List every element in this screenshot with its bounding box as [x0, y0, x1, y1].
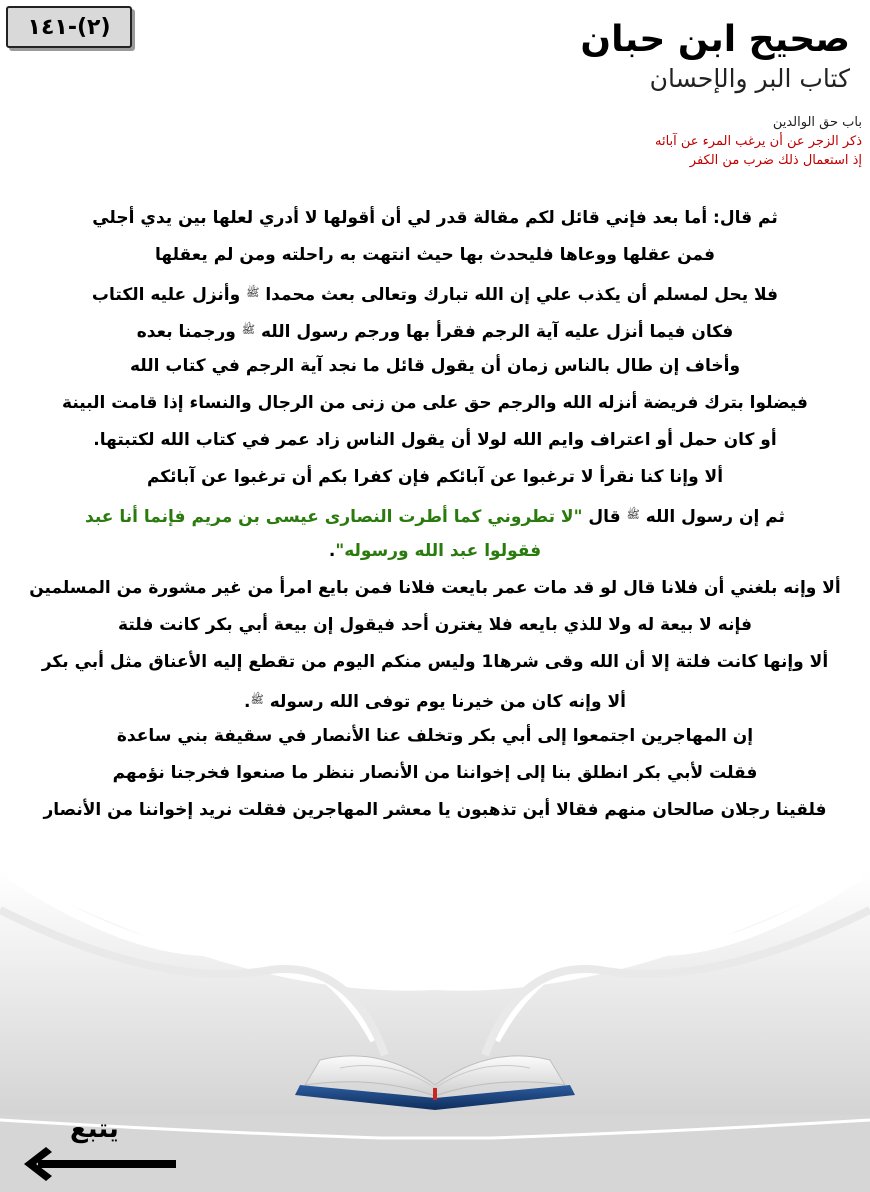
text-line: وأخاف إن طال بالناس زمان أن يقول قائل ما نجد آية الرجم في كتاب الله — [129, 356, 741, 376]
book-section: كتاب البر والإحسان — [649, 64, 850, 93]
text-line: ألا وإنها كانت فلتة إلا أن الله وقى شرها1 وليس منكم اليوم من تقطع إليه الأعناق مثل أبي بكر — [41, 652, 829, 672]
text-line: فإنه لا بيعة له ولا للذي بايعه فلا يغترن أحد فيقول إن بيعة أبي بكر كانت فلتة — [118, 615, 752, 635]
text-segment: فلا يحل لمسلم أن يكذب علي إن الله تبارك وتعالى بعث محمدا — [265, 285, 779, 305]
text-segment: . — [244, 692, 251, 712]
text-segment: ألا وإنه كان من خيرنا يوم توفى الله رسوله — [269, 692, 626, 712]
text-line: ألا وإنا كنا نقرأ لا ترغبوا عن آبائكم فإن كفرا بكم أن ترغبوا عن آبائكم — [146, 467, 724, 487]
chapter-subtitle-line1: ذكر الزجر عن أن يرغب المرء عن آبائه — [654, 134, 862, 149]
salawat-symbol: ﷺ — [626, 508, 640, 521]
arrow-left-icon[interactable] — [22, 1144, 176, 1184]
chapter-heading — [655, 113, 862, 170]
hadith-text — [8, 200, 862, 829]
chapter-title: باب حق الوالدين — [772, 115, 862, 130]
text-line: ثم قال: أما بعد فإني قائل لكم مقالة قدر لي أن أقولها لا أدري لعلها بين يدي أجلي — [92, 208, 778, 228]
text-line: ألا وإنه بلغني أن فلانا قال لو قد مات عمر بايعت فلانا فمن بايع امرأ من غير مشورة من المسلمين — [29, 578, 841, 598]
book-title: صحيح ابن حبان — [580, 19, 850, 60]
salawat-symbol: ﷺ — [241, 323, 256, 336]
continue-label: يتبع — [70, 1114, 119, 1144]
text-segment: فكان فيما أنزل عليه آية الرجم فقرأ بها ورجم رسول الله — [260, 322, 734, 342]
page-number-badge: (٢)-١٤١ — [6, 6, 132, 48]
prophetic-quote: "لا تطروني كما أطرت النصارى عيسى بن مريم فإنما أنا عبد — [85, 507, 583, 527]
text-line: فلقينا رجلان صالحان منهم فقالا أين تذهبون يا معشر المهاجرين فقلت نريد إخواننا من الأنصار — [43, 800, 827, 820]
text-line: إن المهاجرين اجتمعوا إلى أبي بكر وتخلف عنا الأنصار في سقيفة بني ساعدة — [116, 726, 754, 746]
text-line — [8, 311, 862, 348]
text-line: أو كان حمل أو اعتراف وايم الله لولا أن يقول الناس زاد عمر في كتاب الله لكتبتها. — [93, 430, 777, 450]
text-segment: ورجمنا بعده — [136, 322, 236, 342]
text-line: فيضلوا بترك فريضة أنزله الله والرجم حق على من زنى من الرجال والنساء إذا قامت البينة — [62, 393, 808, 413]
text-line: فمن عقلها ووعاها فليحدث بها حيث انتهت به راحلته ومن لم يعقلها — [155, 245, 715, 265]
salawat-symbol: ﷺ — [250, 693, 264, 706]
prophetic-quote-end: فقولوا عبد الله ورسوله" — [335, 541, 542, 561]
text-segment: وأنزل عليه الكتاب — [91, 285, 241, 305]
text-line — [8, 496, 862, 533]
text-line — [8, 533, 862, 570]
text-line — [8, 274, 862, 311]
text-segment: . — [328, 541, 336, 561]
chapter-subtitle-line2: إذ استعمال ذلك ضرب من الكفر — [689, 153, 862, 168]
text-line: فقلت لأبي بكر انطلق بنا إلى إخواننا من الأنصار ننظر ما صنعوا فخرجنا نؤمهم — [112, 763, 758, 783]
text-segment: قال — [588, 507, 621, 527]
text-segment: ثم إن رسول الله — [645, 507, 785, 527]
text-line — [8, 681, 862, 718]
salawat-symbol: ﷺ — [246, 286, 260, 299]
